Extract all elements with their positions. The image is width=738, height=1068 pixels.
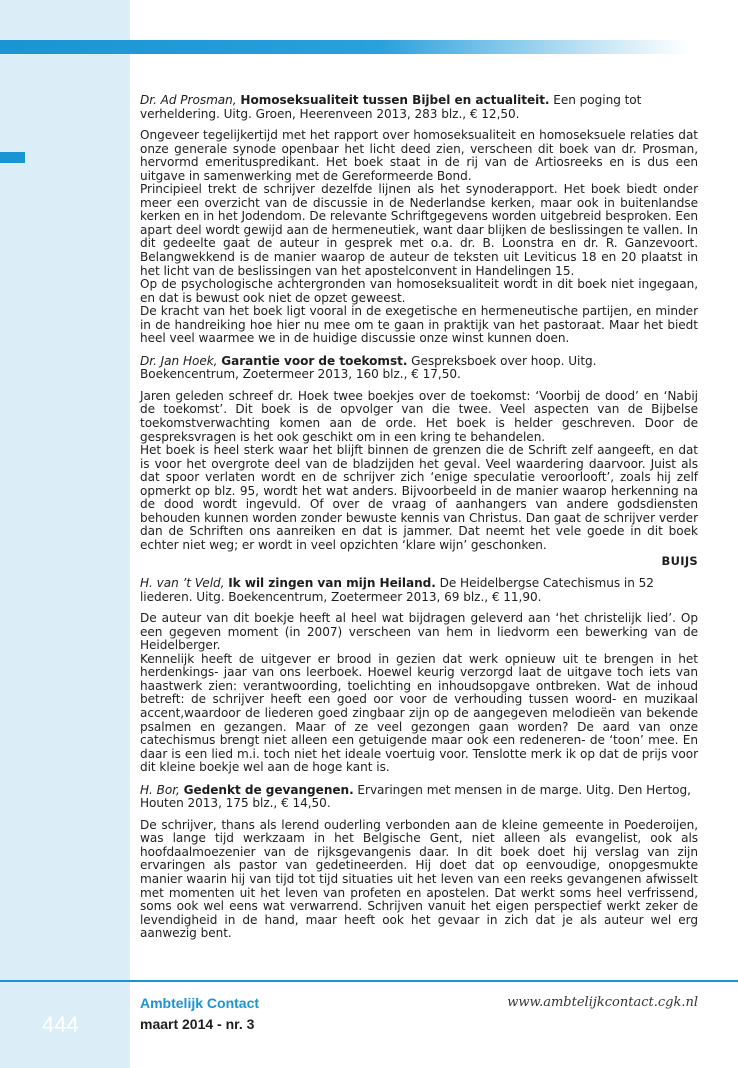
review-paragraph: Het boek is heel sterk waar het blijft binnen de grenzen die de Schrift zelf aangeeft, en dat is voor het overgrote deel van de bladzijden het geval. Veel waardering daarvoor. Juist als dat spoor verlaten wordt en de schrijver zich ‘enige speculatie veroorlooft’, zoals hij zelf opmerkt op blz. 95, wordt het wat anders. Bijvoorbeeld in de manier waarop herkenning na de dood wordt ingevuld. Of over de vraag of aanhangers van andere godsdiensten behouden kunnen worden zonder bewuste kennis van Christus. Dan gaat de schrijver verder dan de Schriften ons aanreiken en dat is jammer. Dat neemt het vele goede in dit boek echter niet weg; er wordt in veel opzichten ‘klare wijn’ geschonken.: [140, 443, 698, 552]
review-heading: [140, 94, 698, 121]
review-book-title: Homoseksualiteit tussen Bijbel en actualiteit.: [240, 93, 550, 107]
review-paragraph: Kennelijk heeft de uitgever er brood in gezien dat werk opnieuw uit te brengen in het herdenkings- jaar van ons leerboek. Hoewel keurig verzorgd laat de uitgave toch iets van haastwerk zien: verantwoording, toelichting en inhoudsopgave ontbreken. Wat de inhoud betreft: de schrijver heeft een goed oor voor de verhouding tussen woord- en muzikaal accent,waardoor de liederen goed zingbaar zijn op de aangegeven melodieën van bekende psalmen en gezangen. Maar of ze veel gezongen gaan worden? De aard van onze catechismus brengt niet alleen een getuigende maar ook een redeneren- de ‘toon’ mee. En daar is een lied m.i. toch niet het ideale voertuig voor. Tenslotte merk ik op dat de prijs voor dit kleine boekje wel aan de hoge kant is.: [140, 651, 698, 775]
page-number: 444: [42, 1012, 79, 1037]
review-author: Dr. Ad Prosman,: [140, 93, 237, 107]
review-book-title: Ik wil zingen van mijn Heiland.: [228, 576, 436, 591]
header-stripe: [0, 40, 690, 54]
review-book-details: Een poging tot verheldering. Uitg. Groen, Heerenveen 2013, 283 blz., € 12,50.: [140, 93, 642, 121]
publication-name: Ambtelijk Contact: [140, 995, 260, 1011]
review-book-details: Gespreksboek over hoop. Uitg. Boekencentrum, Zoetermeer 2013, 160 blz., € 17,50.: [140, 353, 597, 382]
review-van-t-veld: [140, 577, 698, 775]
issue-label: maart 2014 - nr. 3: [140, 1016, 255, 1032]
review-book-title: Gedenkt de gevangenen.: [183, 782, 354, 797]
review-body: [140, 390, 698, 553]
review-paragraph: Op de psychologische achtergronden van homoseksualiteit wordt in dit boek niet ingegaan, en dat is bewust ook niet de opzet geweest.: [140, 277, 698, 305]
review-author: H. Bor,: [140, 782, 180, 797]
footer-rule: [0, 980, 738, 982]
review-hoek: [140, 355, 698, 568]
review-prosman: [140, 94, 698, 346]
review-paragraph: De schrijver, thans als lerend ouderling verbonden aan de kleine gemeente in Poederoijen, was lange tijd werkzaam in het Belgische Gent, niet alleen als evangelist, ook als hoofdaalmoezenier van de rijksgevangenis daar. In dit boek doet hij verslag van zijn ervaringen als pastor van gedetineerden. Hij doet dat op eenvoudige, onopgesmukte manier waarin hij van tijd tot tijd situaties uit het leven van een reeks gevangenen afwisselt met momenten uit het leven van profeten en apostelen. Dat werkt soms heel verfrissend, soms ook wel eens wat verwarrend. Schrijven vanuit het eigen perspectief werkt zeker de levendigheid in de hand, maar heeft ook het gevaar in zich dat je als auteur wel erg aanwezig bent.: [140, 817, 698, 941]
section-marker: [0, 152, 25, 163]
review-body: [140, 129, 698, 346]
review-author: Dr. Jan Hoek,: [140, 353, 218, 368]
review-paragraph: Ongeveer tegelijkertijd met het rapport over homoseksualiteit en homoseksuele relaties dat onze generale synode openbaar het licht deed zien, verscheen dit boek van dr. Prosman, hervormd emerituspredikant. Het boek staat in de rij van de Artiosreeks en is dus een uitgave in samenwerking met de Gereformeerde Bond.: [140, 128, 698, 183]
review-book-title: Garantie voor de toekomst.: [221, 353, 408, 368]
review-book-details: Ervaringen met mensen in de marge. Uitg. Den Hertog, Houten 2013, 175 blz., € 14,50.: [140, 782, 691, 811]
review-heading: [140, 355, 698, 382]
reviewer-signature: BUIJS: [661, 553, 698, 568]
website-link[interactable]: www.ambtelijkcontact.cgk.nl: [507, 995, 698, 1010]
review-body: [140, 612, 698, 775]
review-heading: [140, 784, 698, 811]
review-paragraph: Jaren geleden schreef dr. Hoek twee boekjes over de toekomst: ‘Voorbij de dood’ en ‘Nabij de toekomst’. Dit boek is de opvolger van die twee. Veel aspecten van de Bijbelse toekomstverwachting komen aan de orde. Het boek is helder geschreven. Door de gespreksvragen is het ook geschikt om in een kring te behandelen.: [140, 388, 698, 444]
review-paragraph: De kracht van het boek ligt vooral in de exegetische en hermeneutische partijen, en minder in de handreiking hoe hier nu mee om te gaan in praktijk van het pastoraat. Maar het biedt heel veel waarmee we in de huidige discussie onze winst kunnen doen.: [140, 304, 698, 346]
review-author: H. van ’t Veld,: [140, 576, 225, 591]
review-bor: [140, 784, 698, 941]
review-book-details: De Heidelbergse Catechismus in 52 liederen. Uitg. Boekencentrum, Zoetermeer 2013, 69 blz., € 11,90.: [140, 576, 654, 604]
review-heading: [140, 577, 698, 604]
article-column: [140, 94, 698, 950]
review-body: [140, 819, 698, 941]
review-paragraph: Principieel trekt de schrijver dezelfde lijnen als het synoderapport. Het boek biedt onder meer een overzicht van de discussie in de Nederlandse kerken, maar ook in buitenlandse kerken en in het Jodendom. De relevante Schriftgegevens worden uitgebreid besproken. Een apart deel wordt gewijd aan de hermeneutiek, want daar blijken de beslissingen te vallen. In dit gedeelte gaat de auteur in gesprek met o.a. dr. B. Loonstra en dr. R. Ganzevoort. Belangwekkend is de manier waarop de auteur de teksten uit Leviticus 18 en 20 plaatst in het licht van de beslissingen van het apostelconvent in Handelingen 15.: [140, 182, 698, 278]
review-paragraph: De auteur van dit boekje heeft al heel wat bijdragen geleverd aan ‘het christelijk lied’. Op een gegeven moment (in 2007) verscheen van hem in liedvorm een bewerking van de Heidelberger.: [140, 611, 698, 653]
